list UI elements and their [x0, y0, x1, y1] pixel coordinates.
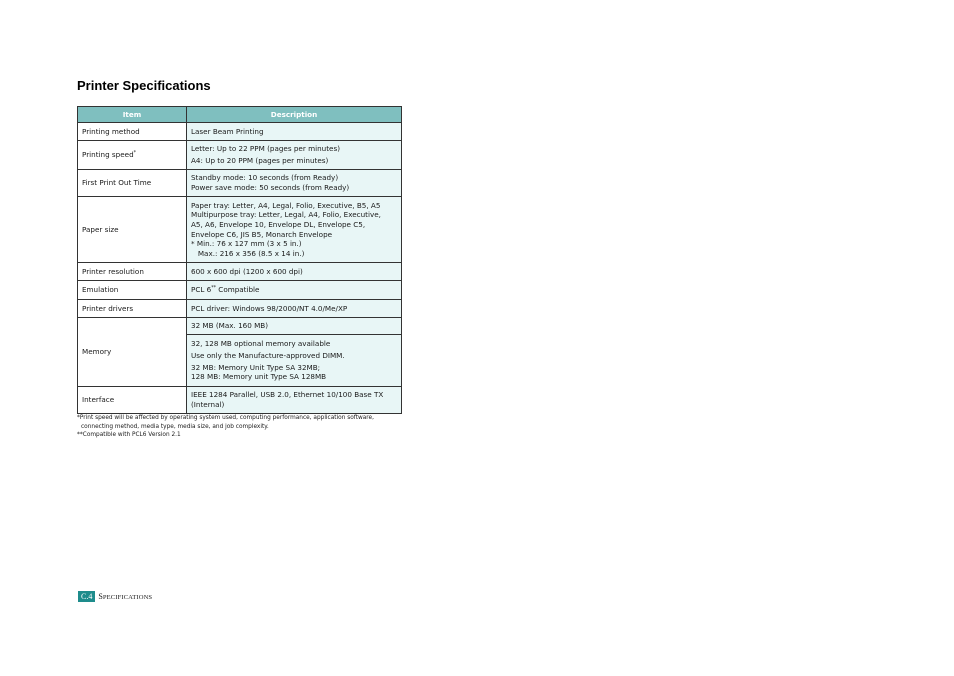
row-description	[187, 387, 402, 414]
row-item: Printing speed*	[78, 141, 187, 170]
footnote-marker: *	[133, 151, 137, 157]
header-item: Item	[78, 107, 187, 123]
row-description	[187, 318, 402, 335]
description-line: PCL driver: Windows 98/2000/NT 4.0/Me/XP	[191, 303, 348, 313]
table-row	[78, 318, 402, 335]
description-line: 32 MB: Memory Unit Type SA 32MB;	[191, 362, 321, 372]
footnotes	[77, 414, 407, 440]
description-line: 32 MB (Max. 160 MB)	[191, 321, 269, 331]
row-description	[187, 170, 402, 197]
description-line: Multipurpose tray: Letter, Legal, A4, Folio, Executive,	[191, 210, 381, 220]
section-name: SPECIFICATIONS	[98, 592, 153, 601]
description-line: 600 x 600 dpi (1200 x 600 dpi)	[191, 266, 303, 276]
table-row	[78, 281, 402, 300]
description-line: IEEE 1284 Parallel, USB 2.0, Ethernet 10/100 Base TX	[191, 390, 384, 400]
description-line: 32, 128 MB optional memory available	[191, 338, 331, 348]
table-row	[78, 300, 402, 318]
row-item: Interface	[78, 387, 187, 414]
description-line: (Internal)	[191, 400, 225, 409]
specifications-table	[77, 106, 402, 414]
page-footer	[78, 591, 152, 602]
footnote-speed-line-2: connecting method, media type, media size, and job complexity.	[81, 423, 269, 430]
description-line: Paper tray: Letter, A4, Legal, Folio, Executive, B5, A5	[191, 200, 381, 210]
table-row	[78, 123, 402, 141]
description-line: Max.: 216 x 356 (8.5 x 14 in.)	[191, 248, 305, 258]
description-line: Standby mode: 10 seconds (from Ready)	[191, 173, 339, 183]
page-number: C.4	[78, 591, 95, 602]
row-description	[187, 281, 402, 300]
row-description	[187, 197, 402, 263]
description-line: Use only the Manufacture-approved DIMM.	[191, 350, 345, 360]
row-item: First Print Out Time	[78, 170, 187, 197]
row-item: Printer drivers	[78, 300, 187, 318]
row-item: Memory	[78, 318, 187, 387]
table-row	[78, 141, 402, 170]
row-description	[187, 141, 402, 170]
header-description: Description	[187, 107, 402, 123]
description-line: A5, A6, Envelope 10, Envelope DL, Envelope C5,	[191, 219, 366, 229]
row-item: Printer resolution	[78, 263, 187, 281]
row-description	[187, 300, 402, 318]
description-line: * Min.: 76 x 127 mm (3 x 5 in.)	[191, 239, 302, 249]
row-item: Paper size	[78, 197, 187, 263]
row-description	[187, 123, 402, 141]
description-line: A4: Up to 20 PPM (pages per minutes)	[191, 156, 329, 166]
footnote-pcl: **Compatible with PCL6 Version 2.1	[77, 432, 181, 439]
table-header-row	[78, 107, 402, 123]
page-title: Printer Specifications	[77, 78, 211, 93]
table-row	[78, 387, 402, 414]
table-row	[78, 197, 402, 263]
row-description	[187, 335, 402, 387]
table-row	[78, 263, 402, 281]
description-line: Letter: Up to 22 PPM (pages per minutes)	[191, 144, 340, 154]
description-line: Power save mode: 50 seconds (from Ready)	[191, 183, 350, 192]
description-line: PCL 6** Compatible	[191, 285, 260, 295]
row-item: Emulation	[78, 281, 187, 300]
description-line: 128 MB: Memory unit Type SA 128MB	[191, 372, 327, 382]
footnote-marker: **	[211, 286, 217, 292]
table-row	[78, 170, 402, 197]
row-item: Printing method	[78, 123, 187, 141]
row-description	[187, 263, 402, 281]
description-line: Envelope C6, JIS B5, Monarch Envelope	[191, 229, 333, 239]
footnote-speed-line-1: *Print speed will be affected by operating system used, computing performance, application software,	[77, 415, 374, 421]
description-line: Laser Beam Printing	[191, 126, 264, 136]
